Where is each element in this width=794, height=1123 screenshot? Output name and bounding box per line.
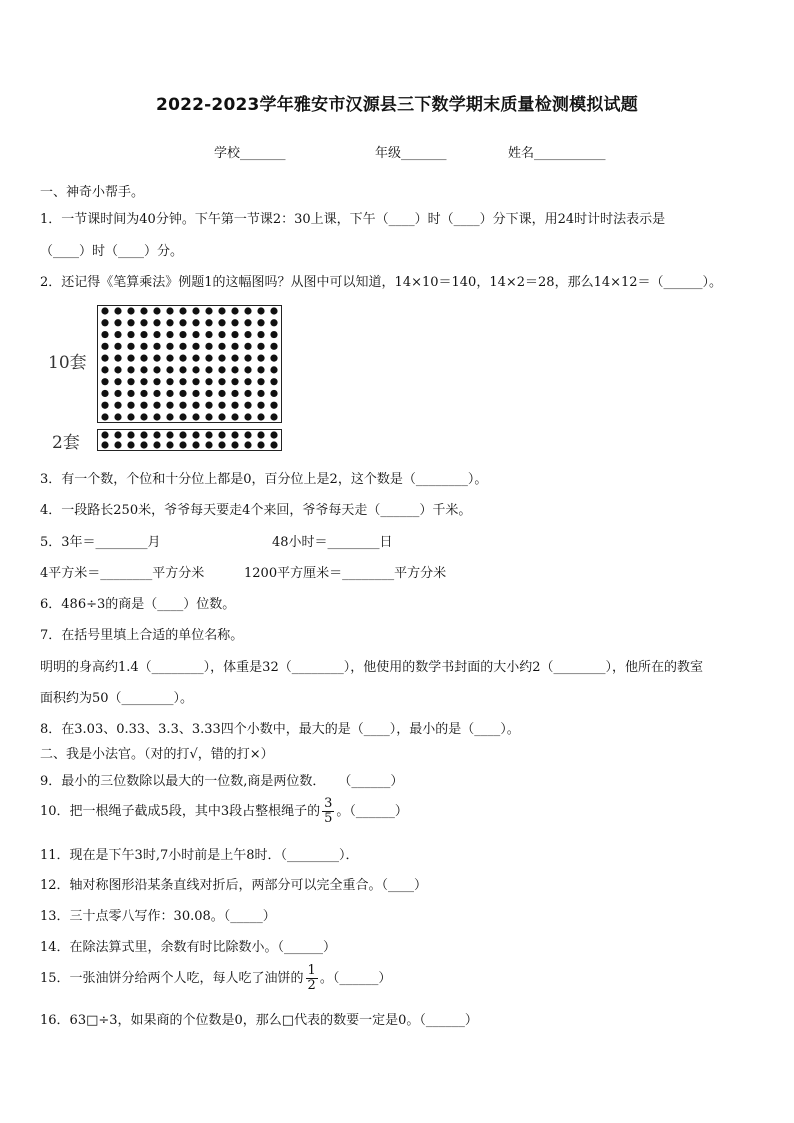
dot	[101, 355, 108, 362]
dot	[127, 402, 134, 409]
question-6: 6．486÷3的商是（____）位数。	[40, 597, 236, 612]
dot	[192, 390, 199, 397]
dot	[192, 441, 199, 448]
dot	[127, 390, 134, 397]
dot	[231, 378, 238, 385]
dot	[127, 343, 134, 350]
dot	[166, 402, 173, 409]
dot	[166, 441, 173, 448]
dot	[218, 343, 225, 350]
dot	[192, 378, 199, 385]
dot	[192, 331, 199, 338]
dot	[192, 307, 199, 314]
dot	[257, 413, 264, 420]
question-16: 16．63□÷3，如果商的个位数是0，那么□代表的数要一定是0。（______）	[40, 1013, 478, 1028]
dot	[270, 378, 277, 385]
question-7-line-1: 明明的身高约1.4（________），体重是32（________），他使用的数学书封面的大小约2（________），他所在的教室	[40, 660, 703, 675]
dot	[231, 441, 238, 448]
dot	[140, 343, 147, 350]
dot	[244, 378, 251, 385]
dot	[192, 413, 199, 420]
dot	[166, 390, 173, 397]
dot	[218, 319, 225, 326]
dot	[114, 366, 121, 373]
dot	[179, 331, 186, 338]
dot	[153, 355, 160, 362]
dot	[101, 343, 108, 350]
dot	[166, 343, 173, 350]
dot	[114, 431, 121, 438]
dot	[218, 402, 225, 409]
dot	[244, 402, 251, 409]
dot	[270, 319, 277, 326]
dot	[114, 441, 121, 448]
dot	[270, 366, 277, 373]
dot	[205, 331, 212, 338]
fraction-denominator: 2	[307, 978, 316, 993]
dot	[140, 319, 147, 326]
dot	[244, 390, 251, 397]
dot	[231, 319, 238, 326]
dot	[218, 307, 225, 314]
dot	[270, 331, 277, 338]
question-4: 4．一段路长250米，爷爷每天要走4个来回，爷爷每天走（______）千米。	[40, 503, 472, 518]
dot	[231, 307, 238, 314]
figure-label-10: 10套	[48, 353, 87, 373]
school-field: 学校_______	[214, 146, 286, 161]
dot	[127, 355, 134, 362]
dot	[179, 343, 186, 350]
dot	[101, 413, 108, 420]
dot	[101, 319, 108, 326]
dot	[244, 307, 251, 314]
dot	[270, 343, 277, 350]
section-heading-2: 二、我是小法官。（对的打√，错的打×）	[40, 747, 274, 762]
dot	[101, 307, 108, 314]
dot	[192, 402, 199, 409]
dot	[205, 366, 212, 373]
dot	[166, 366, 173, 373]
fraction-denominator: 5	[324, 811, 333, 826]
dot	[179, 431, 186, 438]
dot	[257, 355, 264, 362]
dot	[114, 390, 121, 397]
dot	[205, 307, 212, 314]
dot	[140, 366, 147, 373]
dot	[127, 378, 134, 385]
dot	[270, 390, 277, 397]
dot	[244, 343, 251, 350]
dot	[231, 366, 238, 373]
dot	[179, 390, 186, 397]
dot	[166, 378, 173, 385]
dot	[257, 343, 264, 350]
dot	[192, 355, 199, 362]
question-2: 2．还记得《笔算乘法》例题1的这幅图吗？从图中可以知道，14×10＝140，14×2＝28，那么14×12＝（______）。	[40, 275, 723, 290]
dot	[153, 441, 160, 448]
dot	[257, 378, 264, 385]
question-5-part-2: 48小时＝________日	[272, 535, 393, 550]
dot	[179, 319, 186, 326]
question-5-part-3: 4平方米＝________平方分米	[40, 566, 205, 581]
dot	[153, 343, 160, 350]
dot	[244, 441, 251, 448]
dot	[205, 441, 212, 448]
dot	[244, 413, 251, 420]
dot	[218, 355, 225, 362]
dot	[153, 331, 160, 338]
dot	[153, 402, 160, 409]
dot	[192, 319, 199, 326]
dot	[257, 402, 264, 409]
dot	[140, 307, 147, 314]
dot	[153, 378, 160, 385]
dot	[244, 331, 251, 338]
question-13: 13．三十点零八写作：30.08。（_____）	[40, 909, 276, 924]
dot	[127, 431, 134, 438]
dot	[218, 378, 225, 385]
dot	[166, 319, 173, 326]
dot	[114, 319, 121, 326]
dot	[192, 343, 199, 350]
dot	[101, 441, 108, 448]
dot	[192, 431, 199, 438]
name-field: 姓名___________	[508, 146, 606, 161]
grade-field: 年级_______	[375, 146, 447, 161]
question-15	[40, 964, 391, 993]
dot	[179, 378, 186, 385]
dot-array-10-rows	[97, 305, 282, 423]
dot	[270, 307, 277, 314]
fraction-numerator: 3	[324, 796, 333, 811]
dot	[257, 319, 264, 326]
dot	[166, 431, 173, 438]
dot	[270, 355, 277, 362]
question-14: 14．在除法算式里，余数有时比除数小。（______）	[40, 940, 337, 955]
fraction-three-fifths	[322, 797, 334, 826]
dot	[140, 413, 147, 420]
dot	[257, 431, 264, 438]
dot	[114, 378, 121, 385]
dot	[205, 413, 212, 420]
dot	[140, 331, 147, 338]
dot	[270, 413, 277, 420]
question-7: 7．在括号里填上合适的单位名称。	[40, 628, 244, 643]
dot	[205, 431, 212, 438]
dot	[114, 355, 121, 362]
dot	[166, 413, 173, 420]
dot	[101, 390, 108, 397]
dot	[101, 366, 108, 373]
dot	[218, 413, 225, 420]
dot	[114, 343, 121, 350]
dot	[231, 402, 238, 409]
fraction-one-half	[306, 964, 318, 993]
dot	[140, 431, 147, 438]
dot	[140, 378, 147, 385]
dot	[244, 431, 251, 438]
dot	[101, 331, 108, 338]
dot	[192, 366, 199, 373]
dot	[218, 390, 225, 397]
dot-array-frame	[98, 430, 282, 451]
dot	[218, 431, 225, 438]
dot	[179, 402, 186, 409]
question-5-part-4: 1200平方厘米＝________平方分米	[244, 566, 447, 581]
dot	[179, 413, 186, 420]
dot	[140, 402, 147, 409]
dot	[179, 355, 186, 362]
dot	[127, 319, 134, 326]
dot	[257, 441, 264, 448]
dot	[231, 390, 238, 397]
dot	[231, 331, 238, 338]
dot	[140, 390, 147, 397]
question-10	[40, 797, 408, 826]
dot	[218, 366, 225, 373]
question-7-line-2: 面积约为50（________）。	[40, 691, 194, 706]
question-1-line-1: 1．一节课时间为40分钟。下午第一节课2：30上课，下午（____）时（____）分下课，用24时计时法表示是	[40, 212, 666, 227]
dot	[127, 413, 134, 420]
dot	[244, 319, 251, 326]
dot	[166, 331, 173, 338]
page-title: 2022-2023学年雅安市汉源县三下数学期末质量检测模拟试题	[156, 95, 638, 115]
dot	[140, 441, 147, 448]
question-15-text: 15．一张油饼分给两个人吃，每人吃了油饼的	[40, 971, 304, 986]
dot	[205, 319, 212, 326]
dot	[231, 413, 238, 420]
dot	[179, 441, 186, 448]
dot	[205, 378, 212, 385]
dot-array-frame	[98, 306, 282, 423]
question-11: 11．现在是下午3时,7小时前是上午8时．（________）．	[40, 848, 359, 863]
dot	[101, 402, 108, 409]
dot	[140, 355, 147, 362]
dot	[101, 431, 108, 438]
dot	[270, 431, 277, 438]
question-1-line-2: （____）时（____）分。	[40, 244, 184, 259]
dot	[218, 331, 225, 338]
dot	[127, 307, 134, 314]
dot	[101, 378, 108, 385]
dot	[205, 402, 212, 409]
figure-label-2: 2套	[52, 433, 80, 453]
dot	[114, 331, 121, 338]
question-10-text: 10．把一根绳子截成5段，其中3段占整根绳子的	[40, 804, 321, 819]
dot	[257, 366, 264, 373]
dot	[153, 366, 160, 373]
dot	[114, 402, 121, 409]
dot	[166, 355, 173, 362]
question-5-part-1: 5．3年＝________月	[40, 535, 161, 550]
dot	[153, 390, 160, 397]
dot	[231, 431, 238, 438]
dot	[257, 331, 264, 338]
dot	[153, 307, 160, 314]
dot	[218, 441, 225, 448]
dot	[166, 307, 173, 314]
dot	[153, 431, 160, 438]
dot	[153, 319, 160, 326]
question-15-answer: 。（______）	[319, 971, 392, 986]
dot	[127, 331, 134, 338]
question-9: 9．最小的三位数除以最大的一位数,商是两位数． （______）	[40, 774, 404, 789]
question-8: 8．在3.03、0.33、3.3、3.33四个小数中，最大的是（____），最小的是（____）。	[40, 722, 520, 737]
question-10-answer: 。（______）	[336, 804, 408, 819]
dot	[257, 390, 264, 397]
dot	[231, 355, 238, 362]
section-heading-1: 一、神奇小帮手。	[40, 185, 145, 200]
dot	[127, 366, 134, 373]
dot	[153, 413, 160, 420]
dot	[231, 343, 238, 350]
dot	[244, 366, 251, 373]
dot	[205, 343, 212, 350]
dot	[270, 402, 277, 409]
dot	[114, 307, 121, 314]
dot	[114, 413, 121, 420]
dot	[127, 441, 134, 448]
dot	[205, 390, 212, 397]
dot	[205, 355, 212, 362]
fraction-numerator: 1	[307, 963, 316, 978]
dot	[244, 355, 251, 362]
dot	[179, 307, 186, 314]
question-12: 12．轴对称图形沿某条直线对折后，两部分可以完全重合。（____）	[40, 878, 428, 893]
dot	[257, 307, 264, 314]
question-3: 3．有一个数，个位和十分位上都是0，百分位上是2，这个数是（________）。	[40, 472, 488, 487]
dot	[179, 366, 186, 373]
dot	[270, 441, 277, 448]
dot-array-2-rows	[97, 429, 282, 451]
